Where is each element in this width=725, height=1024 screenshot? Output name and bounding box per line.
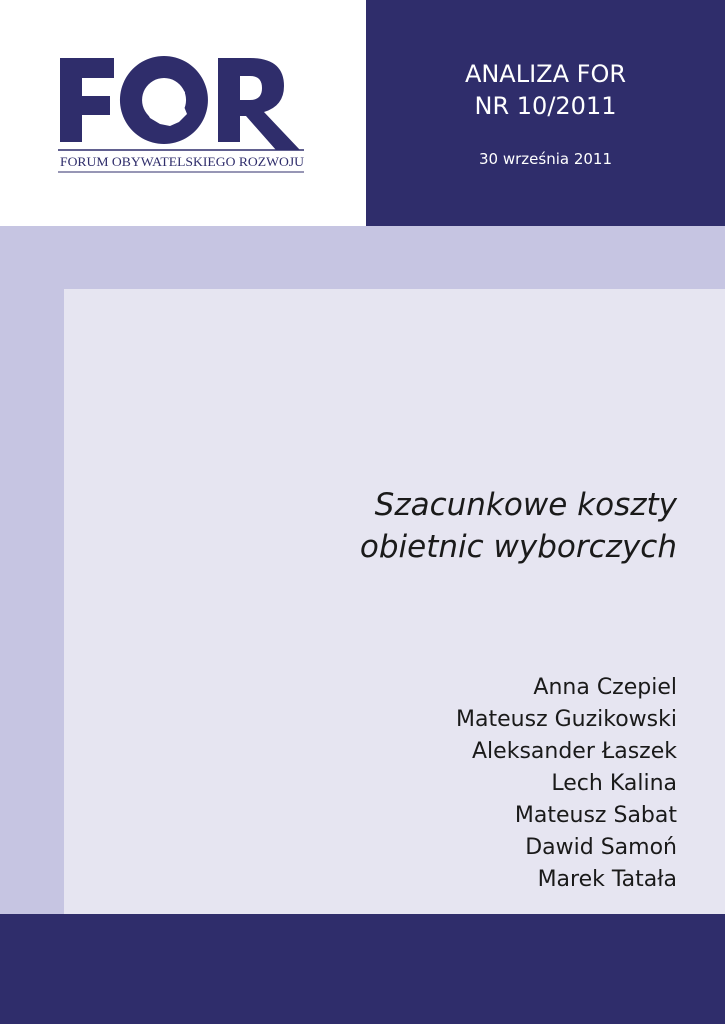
author-name: Mateusz Sabat [514,803,677,828]
decorative-band-left [0,289,64,914]
logo-area [0,0,366,226]
decorative-band-top [0,226,725,289]
author-name: Marek Tatała [537,867,677,892]
document-title [360,484,677,568]
report-series-line2: NR 10/2011 [474,92,617,120]
author-name: Mateusz Guzikowski [456,707,677,732]
report-series-line1: ANALIZA FOR [464,60,627,88]
document-title-line1: Szacunkowe koszty [374,487,677,523]
document-title-line2: obietnic wyborczych [359,529,677,565]
for-logo [52,48,314,180]
author-name: Lech Kalina [551,771,677,796]
header-block [366,0,725,226]
main-panel [64,289,725,914]
author-list [456,672,677,896]
author-name: Aleksander Łaszek [472,739,677,764]
author-name: Anna Czepiel [533,675,677,700]
author-name: Dawid Samoń [525,835,677,860]
logo-tagline: FORUM OBYWATELSKIEGO ROZWOJU [60,155,304,169]
footer-band [0,914,725,1024]
report-series-title [366,58,725,122]
report-date: 30 września 2011 [478,150,612,168]
